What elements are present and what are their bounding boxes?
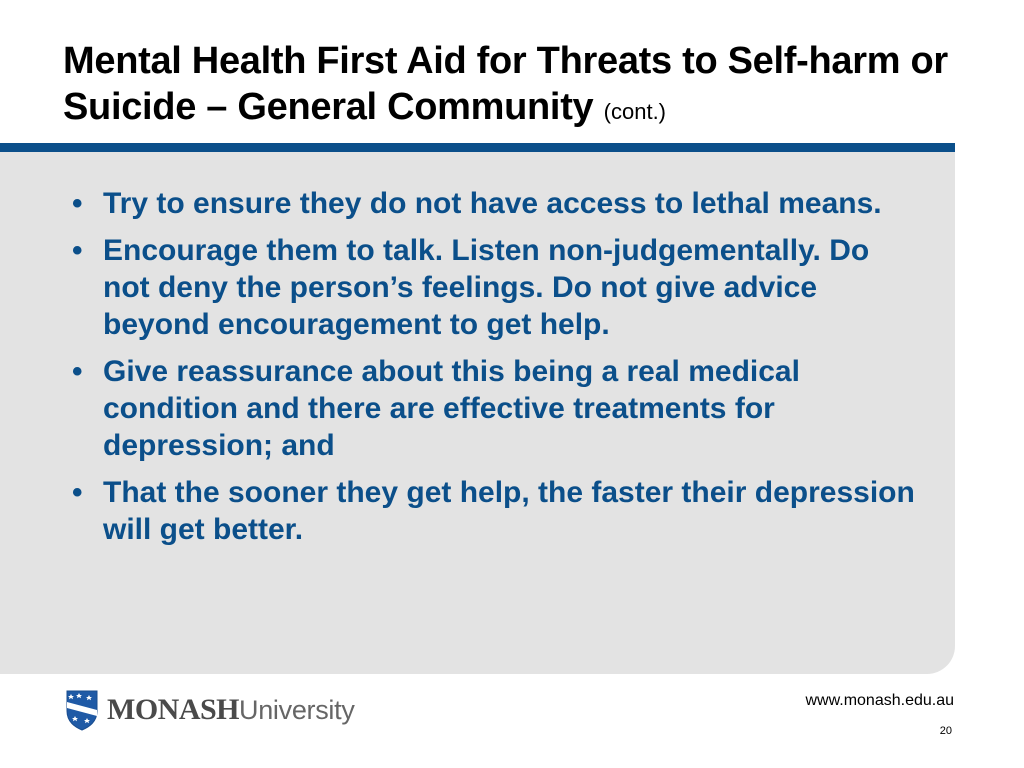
monash-logo xyxy=(65,689,355,731)
bullet-list xyxy=(72,185,922,558)
bullet-text: That the sooner they get help, the faster their depression will get better. xyxy=(103,476,915,546)
logo-wordmark-monash: MONASH xyxy=(107,693,239,726)
bullet-marker: • xyxy=(72,187,83,220)
logo-wordmark xyxy=(107,693,355,727)
bullet-text: Try to ensure they do not have access to lethal means. xyxy=(103,187,882,220)
slide-title xyxy=(63,38,1003,135)
slide-title-main: Mental Health First Aid for Threats to Self-harm or Suicide – General Community xyxy=(63,40,948,128)
bullet-item xyxy=(72,185,922,222)
bullet-item xyxy=(72,474,922,548)
footer-url: www.monash.edu.au xyxy=(805,692,954,709)
title-rule xyxy=(0,143,955,152)
bullet-item xyxy=(72,353,922,464)
logo-wordmark-university: University xyxy=(239,695,355,725)
monash-crest-icon xyxy=(65,689,99,731)
bullet-text: Give reassurance about this being a real medical condition and there are effective treatments for depression; and xyxy=(103,355,800,462)
bullet-marker: • xyxy=(72,234,83,267)
bullet-item xyxy=(72,232,922,343)
page-number: 20 xyxy=(939,725,952,737)
bullet-marker: • xyxy=(72,476,83,509)
bullet-marker: • xyxy=(72,355,83,388)
bullet-text: Encourage them to talk. Listen non-judgementally. Do not deny the person’s feelings. Do not give advice beyond encouragement to get help. xyxy=(103,234,870,341)
slide-title-suffix: (cont.) xyxy=(603,99,667,124)
